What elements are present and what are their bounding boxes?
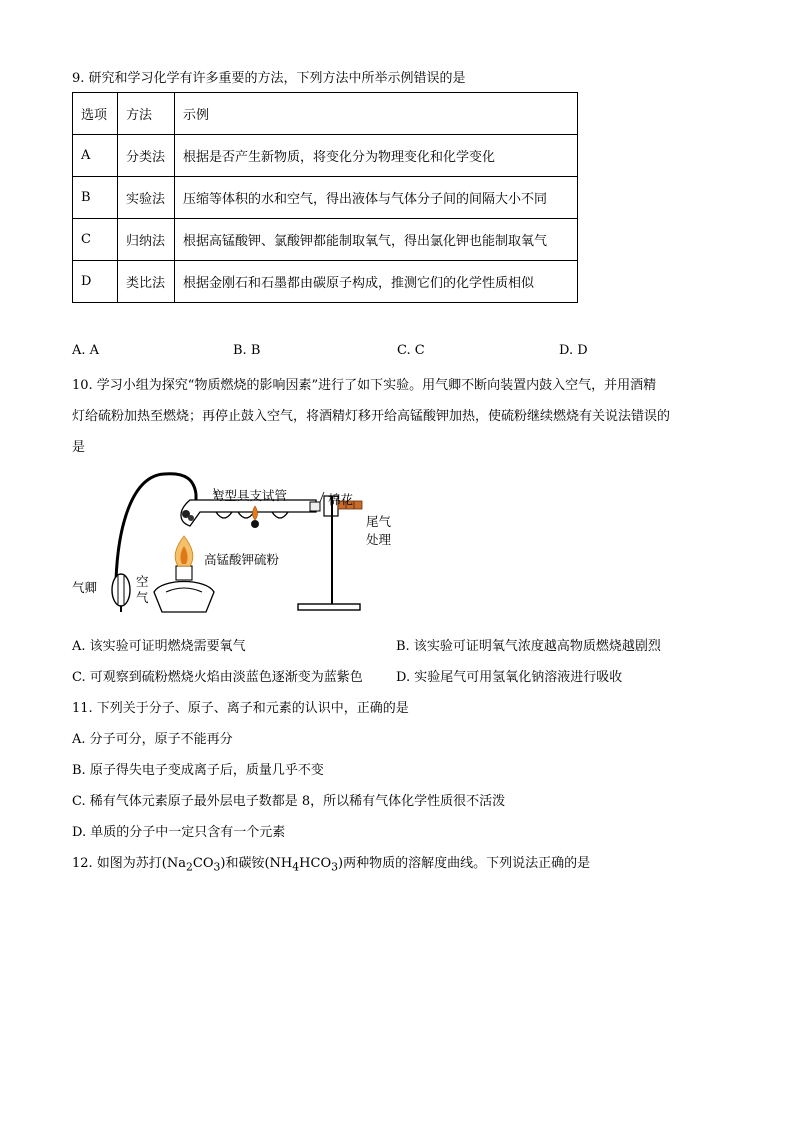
q11-stem: 11. 下列关于分子、原子、离子和元素的认识中，正确的是	[72, 701, 409, 716]
row-option: A	[73, 135, 118, 177]
q11-option-c[interactable]: C. 稀有气体元素原子最外层电子数都是 8，所以稀有气体化学性质很不活泼	[72, 794, 506, 809]
cotton-plug	[310, 502, 320, 511]
stand-base	[298, 604, 360, 610]
q12-stem	[72, 852, 590, 874]
q12-sub-3: 4	[292, 860, 300, 874]
row-example: 根据是否产生新物质，将变化分为物理变化和化学变化	[175, 135, 578, 177]
q9-option-c[interactable]: C. C	[397, 343, 425, 358]
q10-option-c[interactable]: C. 可观察到硫粉燃烧火焰由淡蓝色逐渐变为蓝紫色	[72, 670, 363, 685]
q9-stem: 9. 研究和学习化学有许多重要的方法，下列方法中所举示例错误的是	[72, 71, 466, 86]
table-row	[73, 135, 578, 177]
q12-sub-2: 3	[213, 860, 221, 874]
q12-text-1: 12. 如图为苏打(Na	[72, 856, 187, 871]
q9-option-b[interactable]: B. B	[233, 343, 261, 358]
q12-sub-4: 3	[331, 860, 338, 874]
bent-test-tube	[181, 500, 316, 526]
header-option: 选项	[73, 93, 118, 135]
table-row	[73, 261, 578, 303]
q10-stem-line2: 灯给硫粉加热至燃烧；再停止鼓入空气，将酒精灯移开给高锰酸钾加热，使硫粉继续燃烧有关说法错误的	[72, 409, 671, 424]
air-label-1: 空	[136, 574, 149, 589]
tail-label-2: 处理	[366, 532, 392, 547]
row-example: 压缩等体积的水和空气，得出液体与气体分子间的间隔大小不同	[175, 177, 578, 219]
row-method: 分类法	[118, 135, 175, 177]
q11-option-d[interactable]: D. 单质的分子中一定只含有一个元素	[72, 825, 286, 840]
table-row	[73, 219, 578, 261]
row-example: 根据金刚石和石墨都由碳原子构成，推测它们的化学性质相似	[175, 261, 578, 303]
apparatus-figure	[66, 466, 406, 618]
air-bulb	[112, 574, 130, 606]
row-method: 类比法	[118, 261, 175, 303]
q12-text-4: HCO	[299, 856, 332, 871]
table-row	[73, 177, 578, 219]
q9-option-d[interactable]: D. D	[559, 343, 588, 358]
row-method: 实验法	[118, 177, 175, 219]
q10-stem-line3: 是	[72, 440, 86, 455]
q10-option-d[interactable]: D. 实验尾气可用氢氧化钠溶液进行吸收	[396, 670, 623, 685]
row-option: C	[73, 219, 118, 261]
q12-text-2: CO	[192, 856, 214, 871]
bulb-label: 气卿	[72, 580, 98, 595]
row-option: B	[73, 177, 118, 219]
sulfur-label: 硫粉	[254, 552, 280, 567]
row-example: 根据高锰酸钾、氯酸钾都能制取氧气，得出氯化钾也能制取氧气	[175, 219, 578, 261]
q10-stem-line1: 10. 学习小组为探究“物质燃烧的影响因素”进行了如下实验。用气卿不断向装置内鼓入空气，并用酒精	[72, 378, 657, 393]
alcohol-lamp	[154, 582, 214, 613]
q11-option-b[interactable]: B. 原子得失电子变成离子后，质量几乎不变	[72, 763, 324, 778]
q10-option-b[interactable]: B. 该实验可证明氧气浓度越高物质燃烧越剧烈	[396, 639, 661, 654]
q9-table	[72, 92, 578, 303]
header-method: 方法	[118, 93, 175, 135]
q9-option-a[interactable]: A. A	[72, 343, 100, 358]
tube-label: 弯型具支试管	[212, 488, 288, 503]
tail-label-1: 尾气	[366, 514, 392, 529]
q12-text-5: )两种物质的溶解度曲线。下列说法正确的是	[338, 856, 591, 871]
q12-text-3: )和碳铵(NH	[220, 856, 293, 871]
header-example: 示例	[175, 93, 578, 135]
table-header-row	[73, 93, 578, 135]
q12-sub-1: 2	[186, 860, 193, 874]
cotton-label: 棉花	[328, 492, 354, 507]
row-method: 归纳法	[118, 219, 175, 261]
q10-option-a[interactable]: A. 该实验可证明燃烧需要氧气	[72, 639, 246, 654]
q11-option-a[interactable]: A. 分子可分，原子不能再分	[72, 732, 233, 747]
row-option: D	[73, 261, 118, 303]
air-label-2: 气	[136, 590, 149, 605]
kmno4-label: 高锰酸钾	[204, 552, 255, 567]
